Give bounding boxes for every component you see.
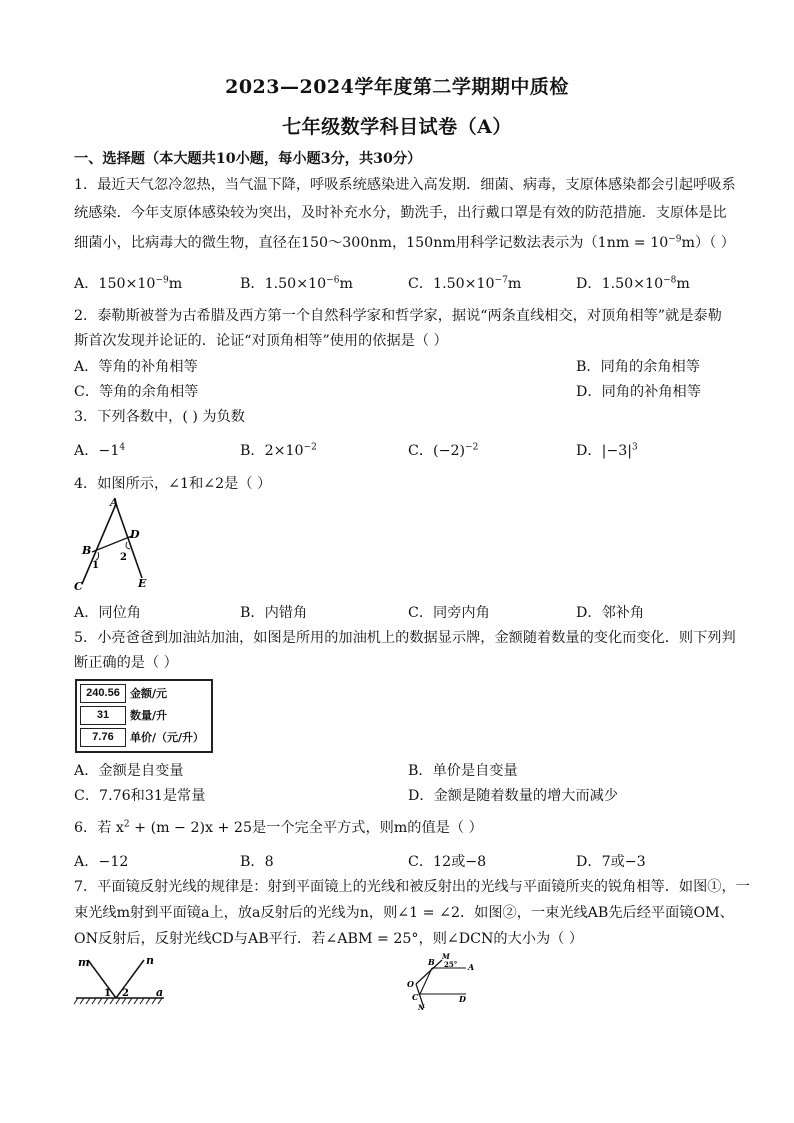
q2-option-b: B．同角的余角相等 [576, 359, 700, 375]
q4-option-c: C．同旁内角 [408, 605, 490, 621]
q2-line1: 2．泰勒斯被誉为古希腊及西方第一个自然科学家和哲学家，据说“两条直线相交，对顶角相等”就是泰勒 [74, 308, 722, 324]
q4-option-a: A．同位角 [74, 605, 141, 621]
q6-option-a: A．−12 [74, 854, 129, 870]
q4-angle-1: 1 [92, 560, 99, 571]
q4-option-d: D．邻补角 [576, 605, 645, 621]
fuel-pump-display [75, 679, 213, 753]
display-amount-label: 金额/元 [130, 687, 168, 700]
q2-option-c: C．等角的余角相等 [74, 384, 199, 400]
display-quantity-value: 31 [80, 706, 126, 725]
q7-fig1-angle-2: 2 [122, 988, 129, 999]
display-price-label: 单价/（元/升） [130, 731, 205, 744]
q7-fig2-label-n: N [418, 1003, 425, 1012]
q7-fig2-label-o: O [407, 979, 414, 989]
q5-line2: 断正确的是（ ） [74, 655, 178, 671]
q2-option-d: D．同角的补角相等 [576, 384, 701, 400]
q4-label-e: E [138, 577, 147, 590]
display-amount-value: 240.56 [80, 684, 126, 703]
q7-fig2-label-m: M [442, 952, 450, 961]
q3-option-a: A．$-1^4$ [74, 442, 126, 459]
q2-option-a: A．等角的补角相等 [74, 359, 198, 375]
q7-fig1-angle-1: 1 [104, 988, 111, 999]
q4-label-b: B [82, 544, 92, 557]
exam-subtitle: 七年级数学科目试卷（A） [282, 116, 512, 138]
q5-option-d: D．金额是随着数量的增大而减少 [408, 788, 619, 804]
q7-fig1-label-a: a [156, 986, 164, 999]
q3-option-b: B．$2\times 10^{-2}$ [240, 442, 317, 459]
q7-fig1-label-n: n [146, 954, 154, 967]
q5-option-c: C．7.76和31是常量 [74, 788, 206, 804]
q5-option-a: A．金额是自变量 [74, 763, 184, 779]
q4-angle-2: 2 [120, 552, 127, 563]
q7-figure-2 [402, 950, 482, 1012]
q7-line1: 7．平面镜反射光线的规律是：射到平面镜上的光线和被反射出的光线与平面镜所夹的锐角相等．如图①，一 [74, 879, 750, 895]
q5-line1: 5．小亮爸爸到加油站加油，如图是所用的加油机上的数据显示牌，金额随着数量的变化而变化．则下列判 [74, 630, 736, 646]
q4-label-d: D [130, 528, 140, 541]
q1-line1: 1．最近天气忽冷忽热，当气温下降，呼吸系统感染进入高发期．细菌、病毒，支原体感染都会引起呼吸系 [74, 177, 736, 193]
q4-line1: 4．如图所示，∠1和∠2是（ ） [74, 476, 272, 492]
q6-line1: 6．若 $x^2 + (m - 2)x + 25$是一个完全平方式，则m的值是（ ） [74, 819, 483, 836]
q5-option-b: B．单价是自变量 [408, 763, 518, 779]
q7-line3: ON反射后，反射光线CD与AB平行．若∠ABM = 25°，则∠DCN的大小为（ ） [74, 931, 584, 947]
q4-label-c: C [74, 580, 83, 593]
q1-option-a: A．$150\times 10^{-9}m$ [74, 275, 183, 292]
q7-line2: 束光线m射到平面镜a上，放a反射后的光线为n，则∠1 = ∠2．如图②，一束光线AB先后经平面镜OM、 [74, 905, 734, 921]
q7-fig2-label-d: D [459, 994, 466, 1004]
q4-option-b: B．内错角 [240, 605, 308, 621]
q7-fig2-label-b: B [428, 957, 435, 967]
q1-line2: 统感染．今年支原体感染较为突出，及时补充水分，勤洗手，出行戴口罩是有效的防范措施．支原体是比 [74, 205, 727, 221]
display-quantity-label: 数量/升 [130, 709, 168, 722]
q3-line1: 3．下列各数中，( ) 为负数 [74, 409, 245, 425]
q6-option-b: B．8 [240, 854, 274, 870]
q4-label-a: A [110, 496, 119, 509]
section-heading: 一、选择题（本大题共10小题，每小题3分，共30分） [74, 151, 422, 167]
exam-title: 2023—2024学年度第二学期期中质检 [225, 76, 569, 98]
q1-option-d: D．$1.50\times 10^{-8}m$ [576, 275, 690, 292]
q6-option-d: D．7或−3 [576, 854, 646, 870]
q1-option-c: C．$1.50\times 10^{-7}m$ [408, 275, 522, 292]
q4-figure [72, 496, 162, 594]
q7-figure-1 [72, 952, 172, 1012]
q7-fig1-label-m: m [78, 956, 90, 969]
q7-fig2-angle: 25° [444, 960, 458, 969]
q3-option-d: D．$|-3|^3$ [576, 442, 638, 459]
q3-option-c: C．$(-2)^{-2}$ [408, 442, 479, 459]
display-price-value: 7.76 [80, 728, 126, 747]
q1-line3: 细菌小，比病毒大的微生物，直径在150～300nm，150nm用科学记数法表示为$(1nm = 10^{-9}m)$（ ） [74, 234, 735, 251]
q7-fig2-label-a: A [468, 962, 475, 972]
q1-option-b: B．$1.50\times 10^{-6}m$ [240, 275, 353, 292]
q2-line2: 斯首次发现并论证的．论证“对顶角相等”使用的依据是（ ） [74, 333, 448, 349]
q6-option-c: C．12或−8 [408, 854, 487, 870]
q7-fig2-label-c: C [412, 992, 419, 1002]
